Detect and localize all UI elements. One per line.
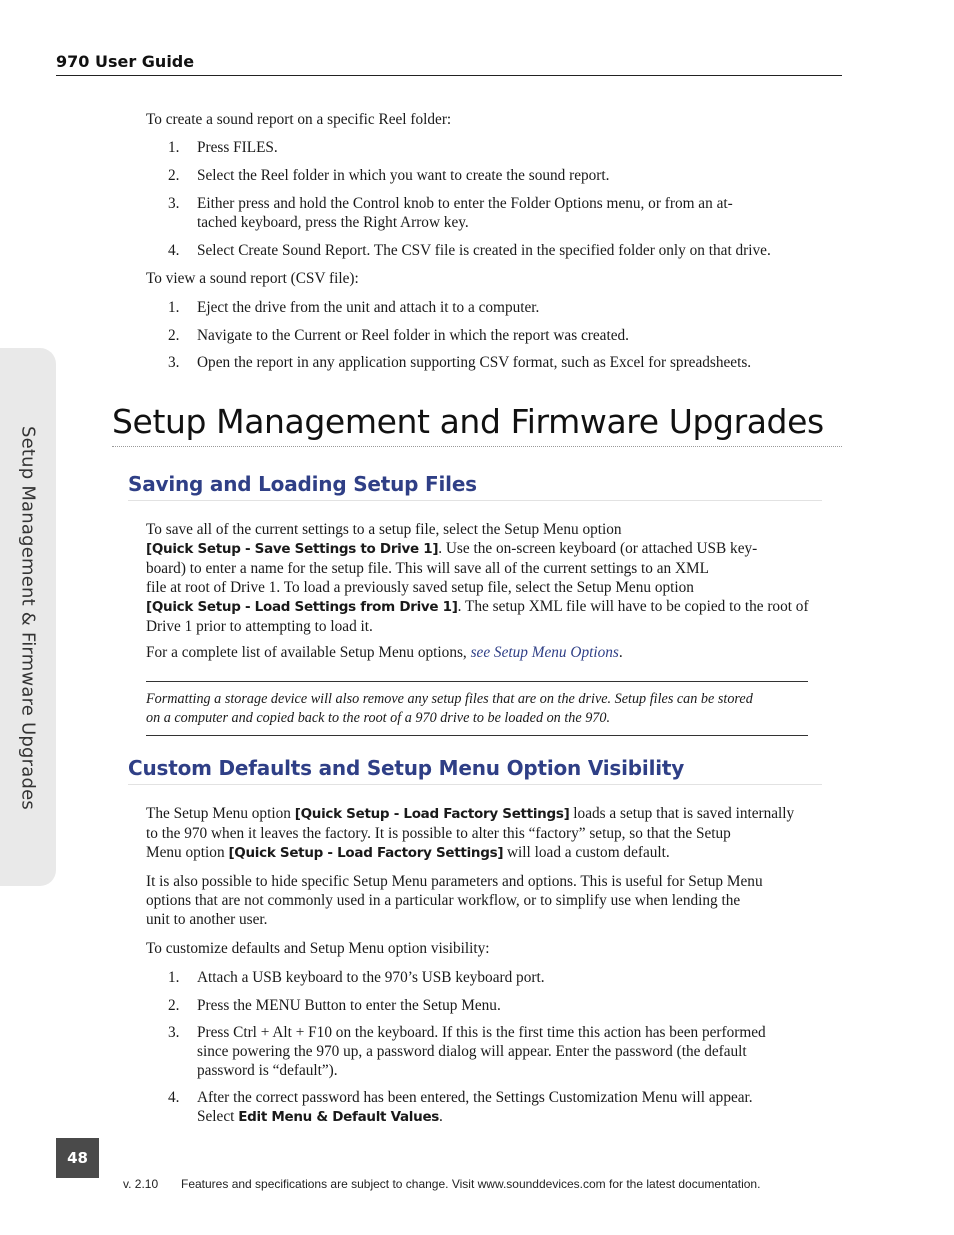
paragraph-line: to the 970 when it leaves the factory. It is possible to alter this “factory” setup, so that the Setup: [146, 825, 731, 842]
custom-paragraph-2: [146, 872, 842, 929]
list-number: 3.: [168, 354, 180, 371]
note-box: [146, 690, 810, 728]
section-heading-rule: [128, 500, 822, 501]
menu-path-factory: [Quick Setup - Load Factory Settings]: [228, 845, 504, 861]
menu-item-edit-defaults: Edit Menu & Default Values: [238, 1109, 440, 1125]
list-number: 2.: [168, 167, 180, 184]
paragraph-line: . Use the on-screen keyboard (or attached USB key-: [438, 540, 758, 557]
list-text: Select Create Sound Report. The CSV file is created in the specified folder only on that drive.: [197, 242, 771, 259]
list-number: 1.: [168, 969, 180, 986]
setup-menu-options-link[interactable]: see Setup Menu Options: [470, 644, 619, 661]
list-number: 4.: [168, 1089, 180, 1106]
menu-path-save: [Quick Setup - Save Settings to Drive 1]: [146, 541, 439, 557]
list-number: 2.: [168, 997, 180, 1014]
list-text-line: After the correct password has been entered, the Settings Customization Menu will appear.: [197, 1089, 753, 1106]
list-text-line: password is “default”).: [197, 1062, 338, 1079]
custom-paragraph-1: [146, 804, 842, 863]
section-heading-custom: Custom Defaults and Setup Menu Option Visibility: [128, 756, 685, 780]
list-text-line: .: [439, 1108, 443, 1125]
list-text-line: tached keyboard, press the Right Arrow key.: [197, 214, 469, 231]
list-text: [197, 194, 837, 232]
menu-path-factory: [Quick Setup - Load Factory Settings]: [294, 806, 570, 822]
running-header-title: 970 User Guide: [56, 52, 195, 71]
paragraph-text: loads a setup that is saved internally: [569, 805, 795, 822]
header-rule: [56, 75, 842, 76]
paragraph-line: . The setup XML file will have to be copied to the root of: [457, 598, 809, 615]
list-number: 1.: [168, 299, 180, 316]
note-line: on a computer and copied back to the root of a 970 drive to be loaded on the 970.: [146, 710, 611, 726]
list-number: 3.: [168, 1024, 180, 1041]
note-bottom-rule: [146, 735, 808, 736]
note-top-rule: [146, 681, 808, 682]
list-text: [197, 1088, 837, 1127]
paragraph-line: unit to another user.: [146, 911, 268, 928]
list-text-line: Either press and hold the Control knob to enter the Folder Options menu, or from an at-: [197, 195, 733, 212]
section-heading-rule: [128, 784, 822, 785]
create-report-intro: To create a sound report on a specific Reel folder:: [146, 111, 452, 128]
menu-path-load: [Quick Setup - Load Settings from Drive 1]: [146, 599, 458, 615]
view-report-intro: To view a sound report (CSV file):: [146, 270, 359, 287]
list-number: 4.: [168, 242, 180, 259]
chapter-heading: Setup Management and Firmware Upgrades: [112, 402, 824, 441]
footer-version: v. 2.10: [123, 1177, 159, 1191]
paragraph-text: .: [618, 644, 623, 661]
paragraph-text: The Setup Menu option: [146, 805, 295, 822]
list-text: Press FILES.: [197, 139, 278, 156]
page-number: 48: [56, 1138, 99, 1178]
list-text: Select the Reel folder in which you want to create the sound report.: [197, 167, 610, 184]
footer-notice: Features and specifications are subject to change. Visit www.sounddevices.com for the latest documentation.: [181, 1177, 761, 1191]
setup-options-paragraph: [146, 643, 623, 662]
saving-paragraph: [146, 520, 842, 636]
list-text: Attach a USB keyboard to the 970’s USB keyboard port.: [197, 969, 545, 986]
list-text-line: Select: [197, 1108, 239, 1125]
list-text: [197, 1023, 837, 1080]
paragraph-line: It is also possible to hide specific Setup Menu parameters and options. This is useful for Setup Menu: [146, 873, 763, 890]
paragraph-text: will load a custom default.: [503, 844, 670, 861]
paragraph-line: options that are not commonly used in a particular workflow, or to simplify use when lending the: [146, 892, 741, 909]
side-tab-label: Setup Management & Firmware Upgrades: [17, 426, 39, 810]
list-number: 2.: [168, 327, 180, 344]
list-number: 3.: [168, 195, 180, 212]
paragraph-line: file at root of Drive 1. To load a previously saved setup file, select the Setup Menu option: [146, 579, 694, 596]
chapter-heading-rule: [112, 446, 842, 447]
list-text: Open the report in any application supporting CSV format, such as Excel for spreadsheets.: [197, 354, 752, 371]
paragraph-line: To save all of the current settings to a setup file, select the Setup Menu option: [146, 521, 622, 538]
note-line: Formatting a storage device will also remove any setup files that are on the drive. Setup files can be stored: [146, 691, 753, 707]
list-number: 1.: [168, 139, 180, 156]
paragraph-line: board) to enter a name for the setup file. This will save all of the current settings to an XML: [146, 560, 709, 577]
list-text: Navigate to the Current or Reel folder in which the report was created.: [197, 327, 629, 344]
paragraph-line: Drive 1 prior to attempting to load it.: [146, 618, 373, 635]
list-text-line: since powering the 970 up, a password dialog will appear. Enter the password (the default: [197, 1043, 747, 1060]
paragraph-text: For a complete list of available Setup Menu options,: [146, 644, 471, 661]
paragraph-text: Menu option: [146, 844, 229, 861]
custom-steps-intro: To customize defaults and Setup Menu option visibility:: [146, 940, 490, 957]
list-text: Press the MENU Button to enter the Setup Menu.: [197, 997, 501, 1014]
list-text-line: Press Ctrl + Alt + F10 on the keyboard. If this is the first time this action has been performed: [197, 1024, 766, 1041]
section-heading-saving: Saving and Loading Setup Files: [128, 472, 477, 496]
list-text: Eject the drive from the unit and attach it to a computer.: [197, 299, 540, 316]
